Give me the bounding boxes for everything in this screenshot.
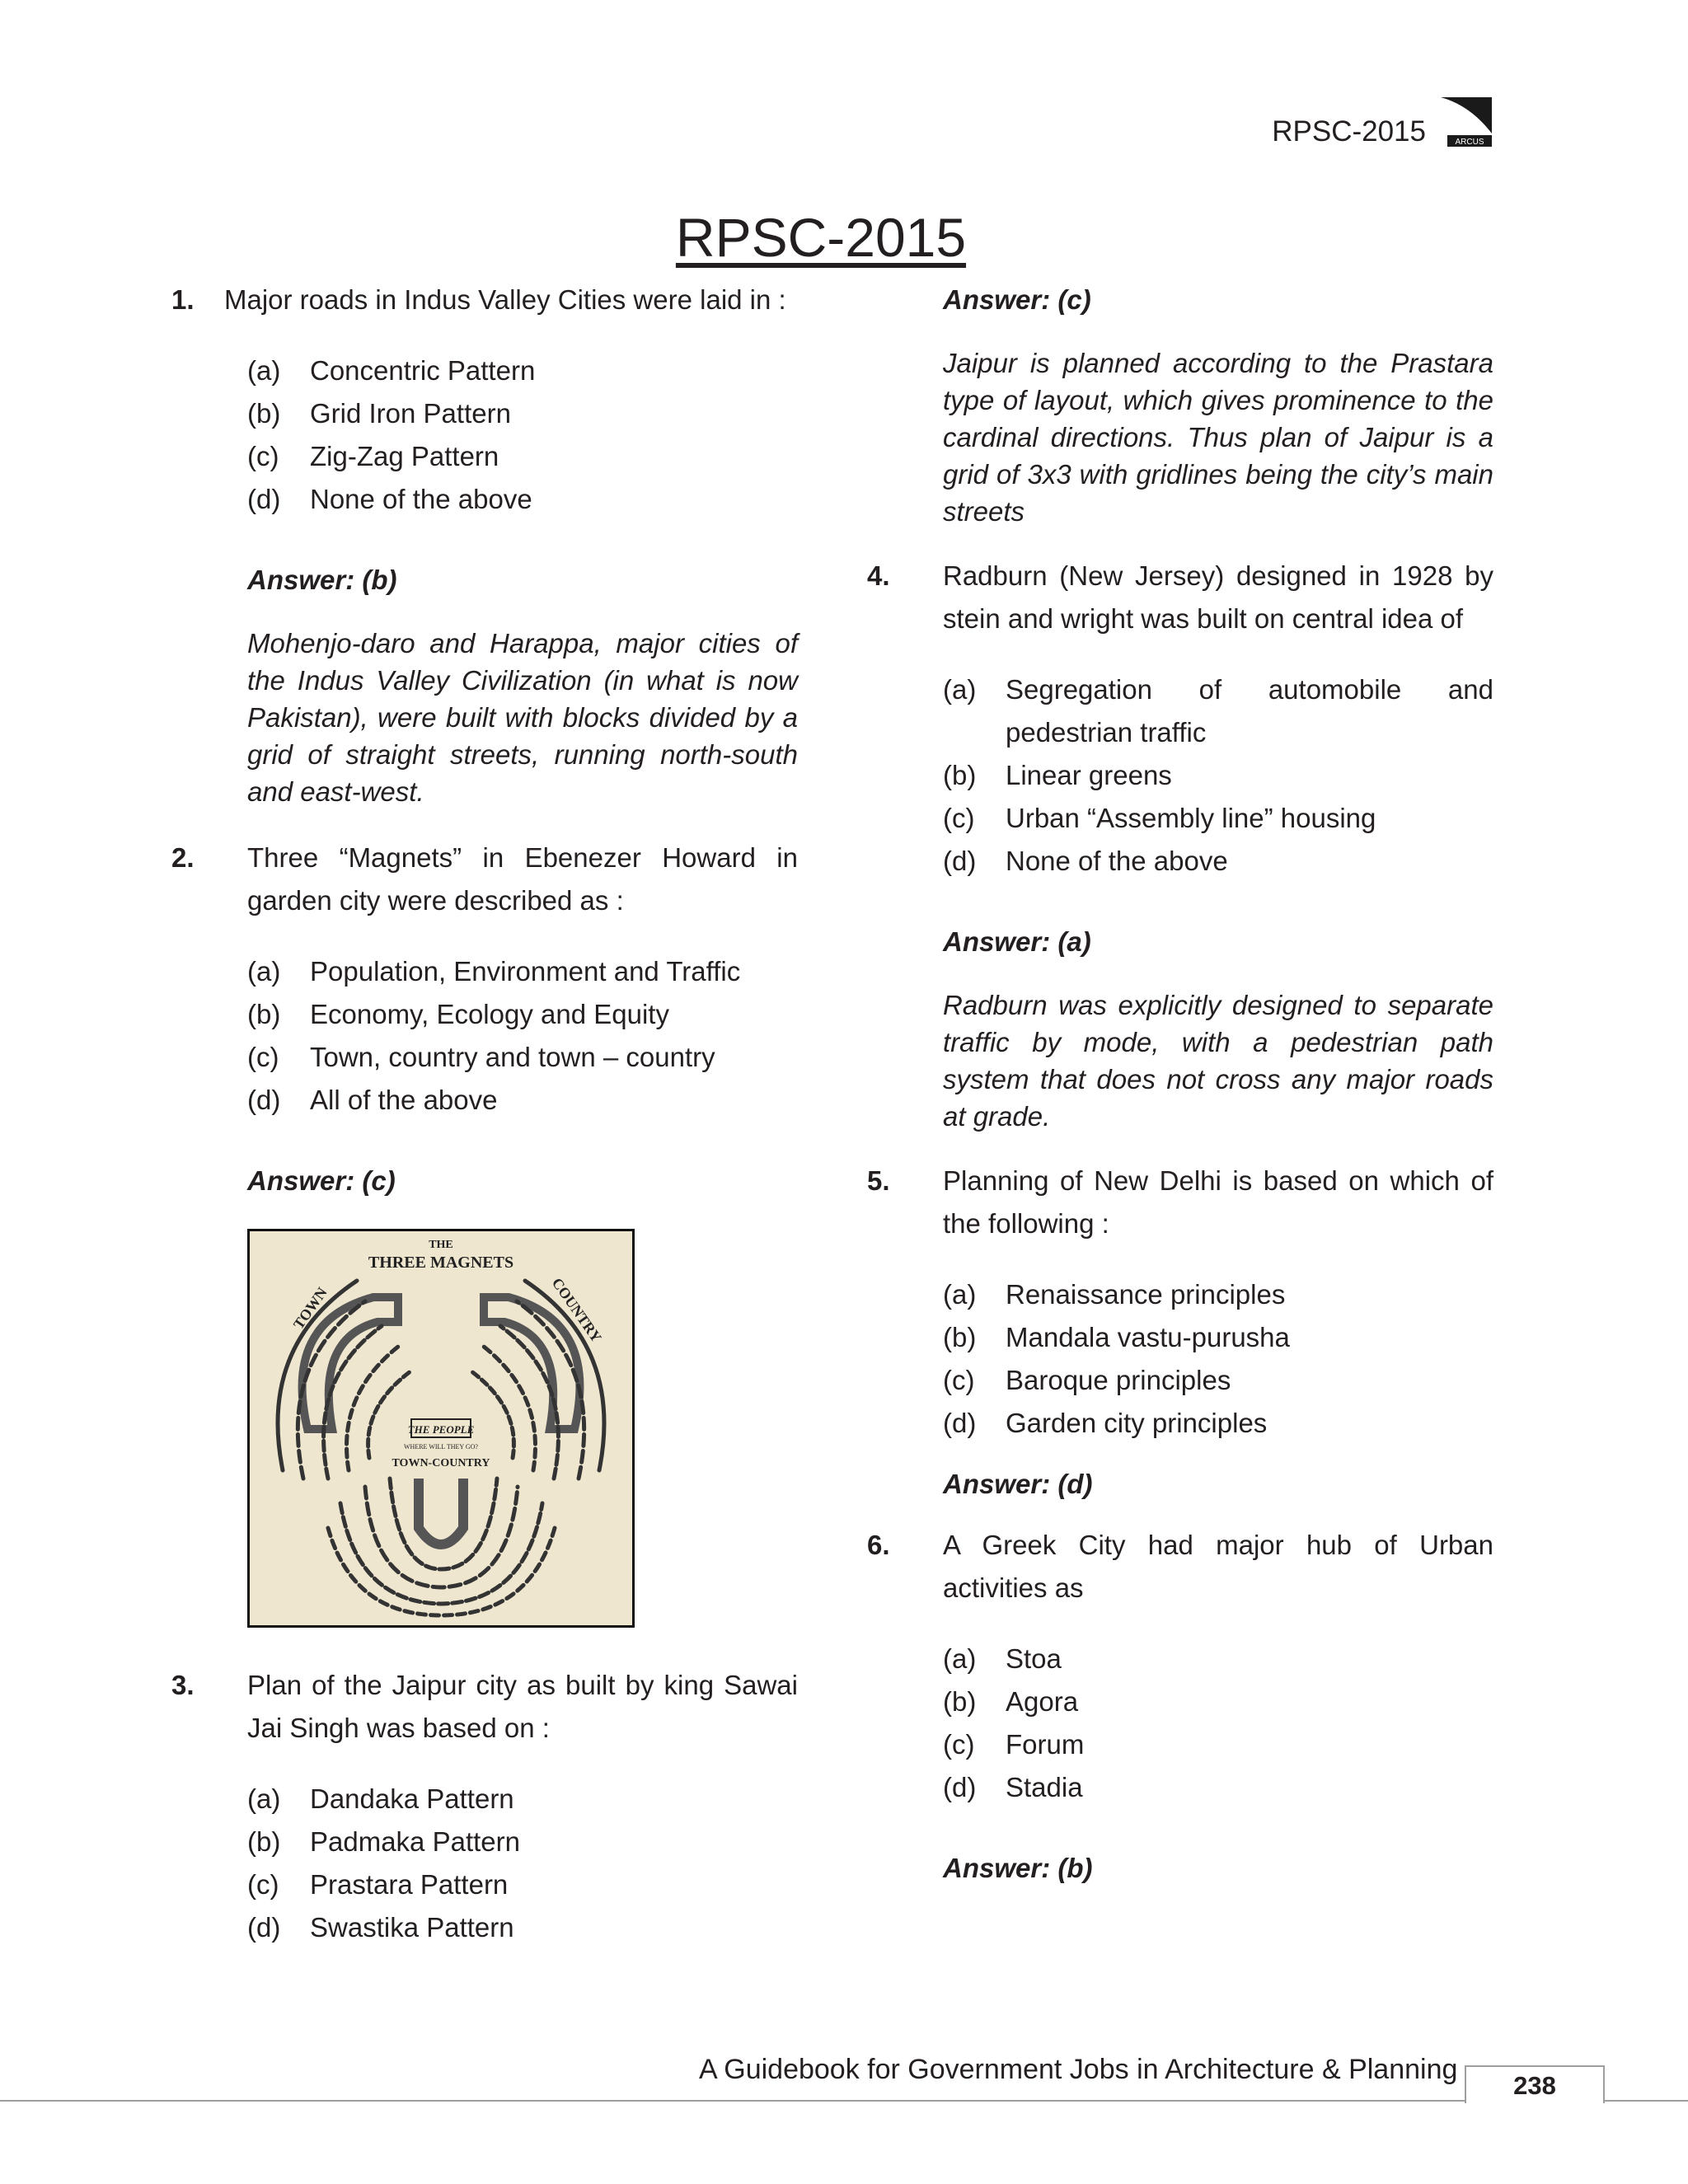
option-b bbox=[943, 754, 1493, 797]
option-text: Swastika Pattern bbox=[310, 1912, 514, 1943]
option-d bbox=[943, 1766, 1493, 1809]
option-b bbox=[943, 1316, 1493, 1359]
option-d bbox=[943, 1402, 1493, 1445]
option-letter: (a) bbox=[247, 355, 281, 386]
option-a bbox=[247, 349, 798, 392]
option-text: Linear greens bbox=[1006, 760, 1172, 790]
option-letter: (b) bbox=[943, 1686, 977, 1717]
left-column bbox=[171, 279, 798, 1949]
question-6 bbox=[867, 1524, 1493, 1610]
question-number: 6. bbox=[867, 1530, 890, 1560]
option-letter: (b) bbox=[247, 398, 281, 429]
option-letter: (d) bbox=[943, 1408, 977, 1438]
option-a bbox=[247, 1778, 798, 1821]
explanation-4: Radburn was explicitly designed to separate traffic by mode, with a pedestrian path system that does not cross any major roads at grade. bbox=[943, 990, 1493, 1132]
answer-1: Answer: (b) bbox=[247, 565, 397, 595]
question-2 bbox=[171, 837, 798, 922]
question-number: 4. bbox=[867, 560, 890, 591]
options-list bbox=[943, 1638, 1493, 1809]
option-text: None of the above bbox=[1006, 846, 1228, 876]
option-letter: (c) bbox=[247, 1042, 279, 1072]
question-text: Planning of New Delhi is based on which of the following : bbox=[943, 1165, 1493, 1239]
footer-text: A Guidebook for Government Jobs in Architecture & Planning bbox=[699, 2054, 1458, 2085]
option-b bbox=[943, 1680, 1493, 1723]
question-4 bbox=[867, 555, 1493, 640]
option-a bbox=[943, 1273, 1493, 1316]
arcus-logo-text: ARCUS bbox=[1455, 138, 1484, 147]
option-c bbox=[943, 1723, 1493, 1766]
option-text: Padmaka Pattern bbox=[310, 1826, 520, 1857]
option-letter: (d) bbox=[247, 1912, 281, 1943]
figure-the-label: THE bbox=[429, 1239, 453, 1251]
figure-where-label: WHERE WILL THEY GO? bbox=[404, 1443, 478, 1451]
page-number: 238 bbox=[1465, 2065, 1605, 2103]
option-a bbox=[247, 950, 798, 993]
three-magnets-figure bbox=[247, 1229, 635, 1628]
option-text: Zig-Zag Pattern bbox=[310, 441, 499, 471]
option-letter: (d) bbox=[247, 484, 281, 514]
option-letter: (c) bbox=[247, 441, 279, 471]
option-c bbox=[247, 435, 798, 478]
figure-town-label: TOWN bbox=[289, 1284, 331, 1333]
option-letter: (a) bbox=[247, 956, 281, 987]
option-letter: (c) bbox=[943, 1365, 975, 1395]
option-text: Concentric Pattern bbox=[310, 355, 536, 386]
option-text: Mandala vastu-purusha bbox=[1006, 1322, 1290, 1352]
option-letter: (d) bbox=[943, 1772, 977, 1802]
figure-title: THREE MAGNETS bbox=[368, 1254, 514, 1272]
answer-3: Answer: (c) bbox=[943, 284, 1091, 315]
town-country-magnet-shape bbox=[419, 1479, 463, 1544]
option-a bbox=[943, 1638, 1493, 1680]
option-d bbox=[247, 1906, 798, 1949]
footer-rule bbox=[0, 2100, 1688, 2102]
answer-5: Answer: (d) bbox=[943, 1469, 1093, 1499]
options-list bbox=[247, 1778, 798, 1949]
option-letter: (a) bbox=[247, 1783, 281, 1814]
option-text: Segregation of automobile and pedestrian traffic bbox=[1006, 674, 1493, 748]
option-text: Renaissance principles bbox=[1006, 1279, 1286, 1310]
option-letter: (c) bbox=[943, 1729, 975, 1760]
option-text: Garden city principles bbox=[1006, 1408, 1268, 1438]
question-text: Plan of the Jaipur city as built by king Sawai Jai Singh was based on : bbox=[247, 1670, 798, 1743]
option-text: Economy, Ecology and Equity bbox=[310, 999, 669, 1029]
option-text: Forum bbox=[1006, 1729, 1085, 1760]
option-letter: (b) bbox=[943, 1322, 977, 1352]
option-letter: (b) bbox=[943, 760, 977, 790]
option-letter: (a) bbox=[943, 1643, 977, 1674]
option-letter: (c) bbox=[247, 1869, 279, 1900]
option-d bbox=[247, 478, 798, 521]
question-text: Three “Magnets” in Ebenezer Howard in garden city were described as : bbox=[247, 842, 798, 916]
question-text: A Greek City had major hub of Urban activities as bbox=[943, 1530, 1493, 1603]
header-tag: RPSC-2015 bbox=[1272, 115, 1426, 148]
option-d bbox=[943, 840, 1493, 883]
options-list bbox=[247, 349, 798, 521]
options-list bbox=[943, 668, 1493, 883]
question-3 bbox=[171, 1664, 798, 1750]
option-letter: (a) bbox=[943, 674, 977, 705]
option-text: Grid Iron Pattern bbox=[310, 398, 511, 429]
option-letter: (b) bbox=[247, 1826, 281, 1857]
answer-4: Answer: (a) bbox=[943, 926, 1091, 957]
option-d bbox=[247, 1079, 798, 1122]
option-letter: (c) bbox=[943, 803, 975, 833]
option-letter: (d) bbox=[247, 1085, 281, 1115]
figure-country-label: COUNTRY bbox=[548, 1274, 605, 1346]
option-text: Town, country and town – country bbox=[310, 1042, 715, 1072]
option-text: Prastara Pattern bbox=[310, 1869, 509, 1900]
option-c bbox=[247, 1863, 798, 1906]
option-text: Dandaka Pattern bbox=[310, 1783, 514, 1814]
option-b bbox=[247, 392, 798, 435]
question-number: 5. bbox=[867, 1165, 890, 1196]
option-letter: (d) bbox=[943, 846, 977, 876]
question-text: Major roads in Indus Valley Cities were laid in : bbox=[224, 284, 786, 315]
option-b bbox=[247, 993, 798, 1036]
option-text: Stadia bbox=[1006, 1772, 1083, 1802]
question-text: Radburn (New Jersey) designed in 1928 by stein and wright was built on central idea of bbox=[943, 560, 1493, 634]
options-list bbox=[247, 950, 798, 1122]
option-c bbox=[943, 1359, 1493, 1402]
option-b bbox=[247, 1821, 798, 1863]
option-text: Urban “Assembly line” housing bbox=[1006, 803, 1376, 833]
arcus-logo bbox=[1437, 97, 1492, 148]
option-c bbox=[943, 797, 1493, 840]
option-a bbox=[943, 668, 1493, 754]
question-1 bbox=[171, 279, 798, 321]
three-magnets-illustration bbox=[250, 1231, 632, 1625]
page-title: RPSC-2015 bbox=[675, 207, 967, 268]
option-text: Baroque principles bbox=[1006, 1365, 1231, 1395]
option-letter: (b) bbox=[247, 999, 281, 1029]
explanation-3: Jaipur is planned according to the Prastara type of layout, which gives prominence to the cardinal directions. Thus plan of Jaipur is a grid of 3x3 with gridlines being the city’s main streets bbox=[943, 348, 1493, 527]
option-text: All of the above bbox=[310, 1085, 498, 1115]
option-letter: (a) bbox=[943, 1279, 977, 1310]
option-text: Agora bbox=[1006, 1686, 1079, 1717]
option-text: None of the above bbox=[310, 484, 532, 514]
question-number: 1. bbox=[171, 284, 195, 315]
figure-people-label: THE PEOPLE bbox=[407, 1423, 475, 1436]
question-number: 2. bbox=[171, 842, 195, 873]
option-text: Population, Environment and Traffic bbox=[310, 956, 741, 987]
option-text: Stoa bbox=[1006, 1643, 1062, 1674]
right-column bbox=[867, 279, 1493, 1890]
answer-6: Answer: (b) bbox=[943, 1853, 1093, 1883]
options-list bbox=[943, 1273, 1493, 1445]
explanation-1: Mohenjo-daro and Harappa, major cities of the Indus Valley Civilization (in what is now Pakistan), were built with blocks divided by a grid of straight streets, running north-south and east-west. bbox=[247, 628, 798, 807]
answer-2: Answer: (c) bbox=[247, 1165, 396, 1196]
question-5 bbox=[867, 1160, 1493, 1245]
option-c bbox=[247, 1036, 798, 1079]
figure-town-country-label: TOWN-COUNTRY bbox=[392, 1457, 490, 1469]
question-number: 3. bbox=[171, 1670, 195, 1700]
